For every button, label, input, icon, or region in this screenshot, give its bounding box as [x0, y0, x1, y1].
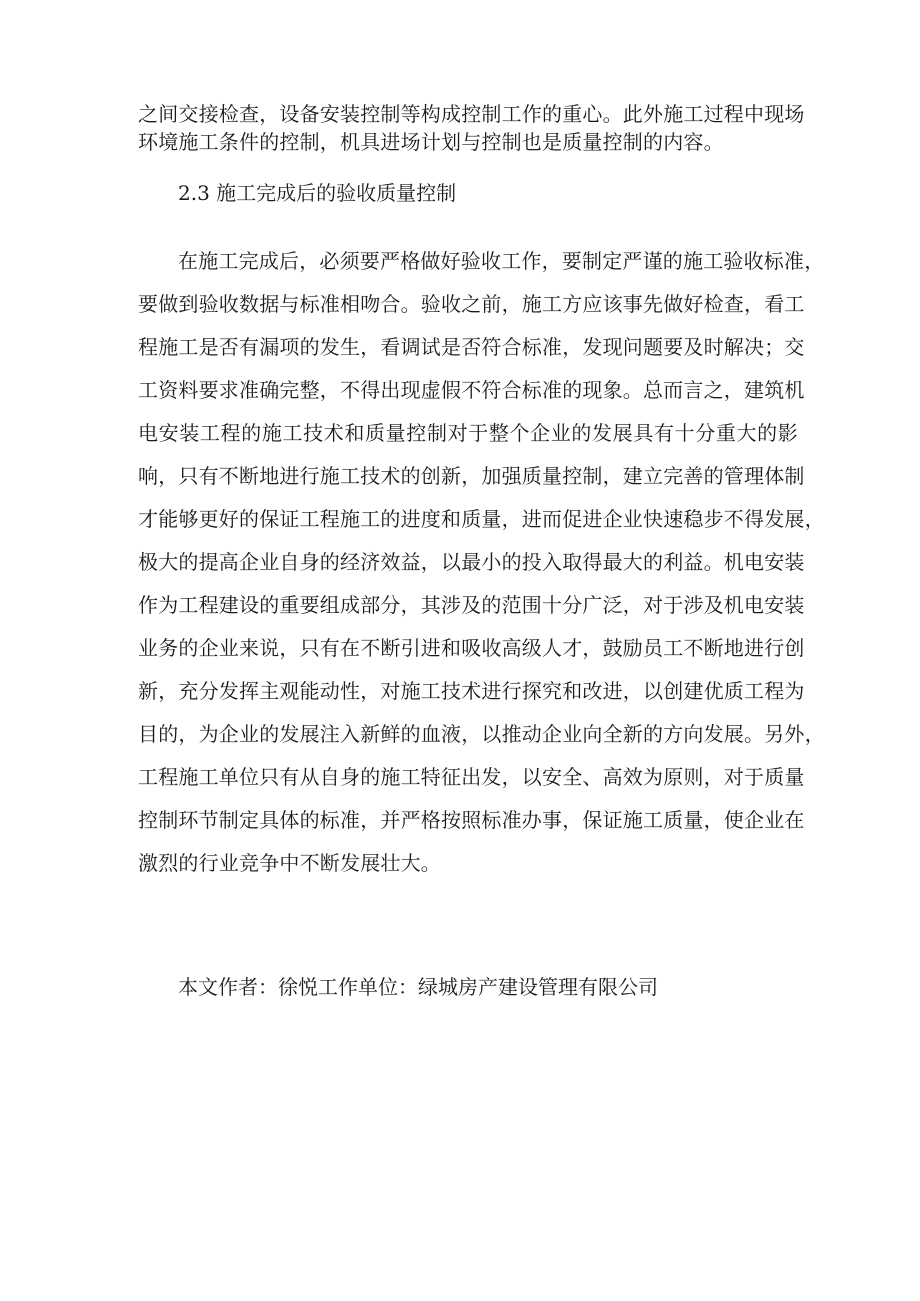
paragraph-line: 目的，为企业的发展注入新鲜的血液，以推动企业向全新的方向发展。另外， — [138, 722, 825, 746]
paragraph-line: 要做到验收数据与标准相吻合。验收之前，施工方应该事先做好检查，看工 — [138, 292, 805, 316]
author-line: 本文作者：徐悦工作单位：绿城房产建设管理有限公司 — [178, 975, 658, 999]
paragraph-line: 业务的企业来说，只有在不断引进和吸收高级人才，鼓励员工不断地进行创 — [138, 636, 805, 660]
paragraph-line: 工程施工单位只有从自身的施工特征出发，以安全、高效为原则，对于质量 — [138, 765, 805, 789]
paragraph-line: 程施工是否有漏项的发生，看调试是否符合标准，发现问题要及时解决；交 — [138, 335, 805, 359]
paragraph-line: 激烈的行业竞争中不断发展壮大。 — [138, 851, 441, 875]
section-heading: 2.3 施工完成后的验收质量控制 — [178, 181, 457, 205]
paragraph-line: 电安装工程的施工技术和质量控制对于整个企业的发展具有十分重大的影 — [138, 421, 798, 445]
paragraph-line: 控制环节制定具体的标准，并严格按照标准办事，保证施工质量，使企业在 — [138, 808, 805, 832]
paragraph-line: 响，只有不断地进行施工技术的创新，加强质量控制，建立完善的管理体制 — [138, 464, 805, 488]
paragraph-line: 才能够更好的保证工程施工的进度和质量，进而促进企业快速稳步不得发展， — [138, 507, 825, 531]
paragraph-line: 在施工完成后，必须要严格做好验收工作，要制定严谨的施工验收标准， — [178, 249, 825, 273]
paragraph-line: 极大的提高企业自身的经济效益，以最小的投入取得最大的利益。机电安装 — [138, 550, 805, 574]
intro-line: 环境施工条件的控制，机具进场计划与控制也是质量控制的内容。 — [138, 130, 724, 154]
paragraph-line: 作为工程建设的重要组成部分，其涉及的范围十分广泛，对于涉及机电安装 — [138, 593, 805, 617]
paragraph-line: 工资料要求准确完整，不得出现虚假不符合标准的现象。总而言之，建筑机 — [138, 378, 805, 402]
intro-line: 之间交接检查，设备安装控制等构成控制工作的重心。此外施工过程中现场 — [138, 102, 805, 126]
paragraph-line: 新，充分发挥主观能动性，对施工技术进行探究和改进，以创建优质工程为 — [138, 679, 805, 703]
